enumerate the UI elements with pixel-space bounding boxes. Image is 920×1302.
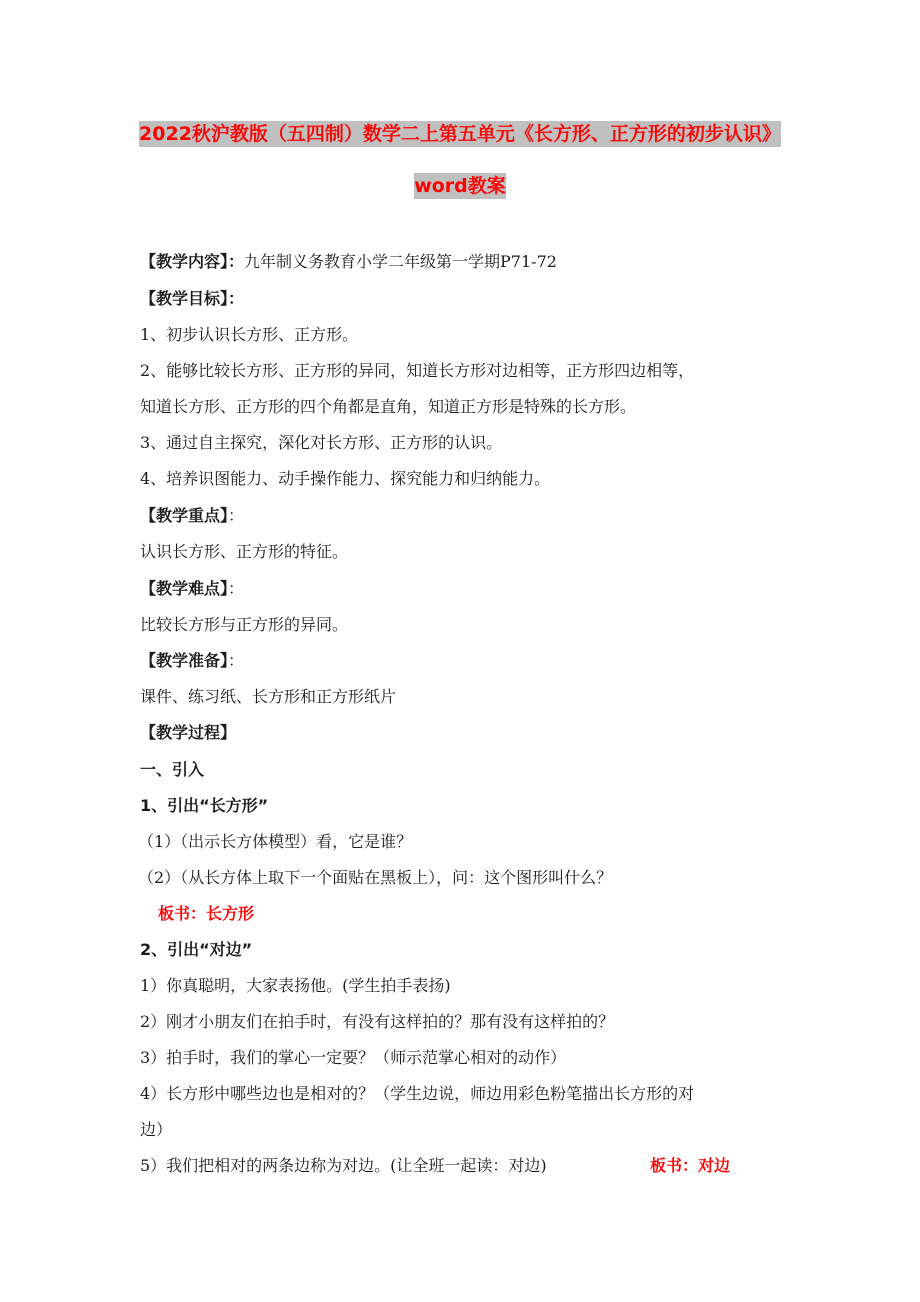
key-point-label: 【教学重点】 bbox=[140, 506, 229, 525]
difficulty-heading bbox=[140, 578, 244, 600]
label-separator: ： bbox=[228, 289, 245, 308]
part2-heading: 2、引出“对边” bbox=[140, 940, 253, 959]
process-heading: 【教学过程】 bbox=[140, 723, 237, 742]
preparation-heading bbox=[140, 650, 244, 672]
section-introduction: 一、引入 bbox=[140, 760, 205, 779]
label-separator: ： bbox=[228, 506, 245, 525]
preparation-label: 【教学准备】 bbox=[140, 651, 229, 670]
document-title: 2022秋沪教版（五四制）数学二上第五单元《长方形、正方形的初步认识》 bbox=[139, 123, 781, 145]
difficulty-label: 【教学难点】 bbox=[140, 579, 229, 598]
preparation-text: 课件、练习纸、长方形和正方形纸片 bbox=[140, 687, 397, 706]
part2-step-continued: 边） bbox=[140, 1120, 173, 1139]
part2-step-text: 5）我们把相对的两条边称为对边。(让全班一起读：对边) bbox=[140, 1156, 547, 1175]
objective-item: 1、初步认识长方形、正方形。 bbox=[140, 325, 359, 344]
teaching-content-label: 【教学内容】 bbox=[140, 252, 229, 271]
document-title-line-2 bbox=[0, 173, 920, 199]
teaching-content-text: 九年制义务教育小学二年级第一学期P71-72 bbox=[244, 252, 557, 271]
document-title-line-1 bbox=[0, 121, 920, 147]
objective-item: 3、通过自主探究，深化对长方形、正方形的认识。 bbox=[140, 433, 503, 452]
document-subtitle: word教案 bbox=[414, 175, 506, 197]
objective-item: 2、能够比较长方形、正方形的异同，知道长方形对边相等，正方形四边相等， bbox=[140, 361, 695, 380]
label-separator: ： bbox=[228, 579, 245, 598]
part2-step: 3）拍手时，我们的掌心一定要？（师示范掌心相对的动作） bbox=[140, 1048, 567, 1067]
difficulty-text: 比较长方形与正方形的异同。 bbox=[140, 615, 349, 634]
part2-step-last bbox=[140, 1155, 547, 1177]
objective-item-continued: 知道长方形、正方形的四个角都是直角，知道正方形是特殊的长方形。 bbox=[140, 397, 637, 416]
part2-step: 2）刚才小朋友们在拍手时，有没有这样拍的？那有没有这样拍的？ bbox=[140, 1012, 615, 1031]
part1-step: （1）（出示长方体模型）看，它是谁？ bbox=[138, 832, 413, 851]
board-note-rectangle: 板书：长方形 bbox=[158, 904, 255, 923]
part1-heading: 1、引出“长方形” bbox=[140, 796, 269, 815]
teaching-content-row bbox=[140, 251, 557, 273]
part2-step: 4）长方形中哪些边也是相对的？（学生边说，师边用彩色粉笔描出长方形的对 bbox=[140, 1084, 695, 1103]
board-note-opposite-sides: 板书：对边 bbox=[650, 1156, 731, 1175]
label-separator: ： bbox=[228, 651, 245, 670]
key-point-text: 认识长方形、正方形的特征。 bbox=[140, 542, 349, 561]
objective-item: 4、培养识图能力、动手操作能力、探究能力和归纳能力。 bbox=[140, 469, 551, 488]
part1-step: （2）（从长方体上取下一个面贴在黑板上），问：这个图形叫什么？ bbox=[138, 868, 613, 887]
key-point-heading bbox=[140, 505, 244, 527]
objectives-heading bbox=[140, 288, 244, 310]
objectives-label: 【教学目标】 bbox=[140, 289, 229, 308]
label-separator: ： bbox=[228, 252, 245, 271]
part2-step: 1）你真聪明，大家表扬他。(学生拍手表扬) bbox=[140, 976, 451, 995]
